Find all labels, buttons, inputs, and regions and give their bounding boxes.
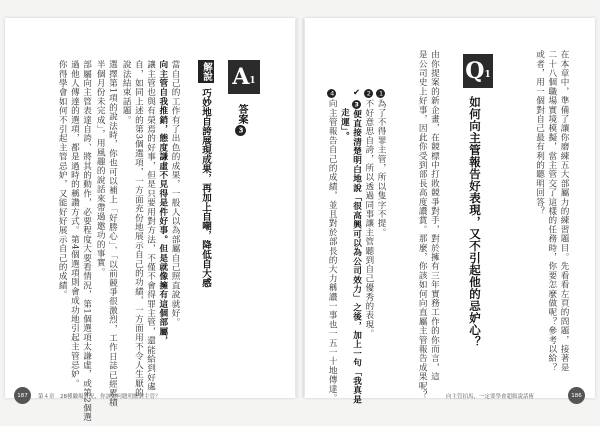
explanation-line: 自，如同上述的第3個選項，一方面充份地展示自己的功績，一方面用不令人生厭的 — [133, 60, 144, 398]
explanation-line: 說法結束話題。 — [121, 60, 132, 125]
explanation-line: 過他人傳達的選項，都是過時的稱讚方式。第4個選項則會成功地引起主管忌妒。 — [69, 60, 80, 389]
explanation-paragraph-3 — [56, 60, 93, 422]
option-1 — [375, 88, 387, 404]
explanation-tag — [198, 60, 214, 83]
left-page-number: 187 — [14, 387, 31, 404]
right-page-number: 186 — [568, 387, 585, 404]
explanation-body — [120, 60, 181, 397]
question-body-line: 由你提案的新企畫，在競標中打敗競爭對手，對於擁有三年實務工作的你而言，這 — [429, 50, 440, 382]
explanation-tag-text: 解說 — [198, 60, 214, 83]
option-text: 不好意思自誇，所以透過同事讓主管聽到自己優秀的表現。 — [363, 99, 374, 339]
intro-line: 或者，用一個對自己最有利的聽明回答？ — [534, 50, 545, 216]
answer-number: 3 — [235, 125, 246, 136]
check-mark-icon: ✔ — [351, 88, 362, 99]
question-body-line: 是公司史上好事，因此你受到部長高度讚賞。那麼，你該如何向直屬主管報告成果呢？ — [417, 50, 428, 400]
answer-label — [234, 104, 249, 137]
explanation-paragraph-2 — [94, 60, 118, 407]
explanation-line: 你得學會如何不引起主管忌妒，又能好好展示自己的成績。 — [57, 60, 68, 300]
intro-line: 在本章中，準備了讓你磨練五大部屬力的練習題目。先看看左頁的問題，接著是 — [559, 50, 569, 372]
answer-badge-letter: A — [232, 64, 250, 90]
options-list — [326, 88, 387, 404]
option-number: 1 — [376, 89, 385, 98]
option-text: 便直接清楚明白地說「很高興可以為公司效力」之後，加上一句「我真是 — [351, 109, 362, 405]
option-3-continued: 走運」。 — [339, 108, 350, 141]
option-number: 4 — [327, 89, 336, 98]
question-title: 如何向主管報告好表現，又不引起他的忌妒心？ — [468, 96, 482, 348]
intro-text — [533, 50, 570, 372]
option-4 — [326, 88, 338, 404]
option-number: 3 — [352, 100, 361, 109]
option-2 — [363, 88, 375, 404]
book-gutter — [296, 18, 304, 398]
answer-badge-number: 1 — [249, 76, 256, 86]
explanation-line: 部屬向主管表達自誇、將其的動作，必要程度大要看情況，第1個選項太謙虛，或第2個選 — [81, 60, 92, 422]
explanation-line: 向主管自我推銷，態度謙虛不見得是件好事。但是就像擁有這個部屬， — [157, 60, 168, 346]
explanation-line: 選擇第1項的說法時，你也可以補上「好勝心」、「以前競爭很激烈，工作日誌已經累積 — [107, 60, 118, 408]
option-number: 2 — [364, 89, 373, 98]
question-badge-number: 1 — [484, 70, 491, 80]
right-page-footer: 向主管拍馬，一定要學會超級說話術 — [446, 394, 535, 400]
explanation-line: 當自己的工作有了出色的成果，一般人以為部屬自己照直說就好。 — [170, 60, 181, 327]
explanation-headline: 巧妙地自誇展現成果，再加上自嘲，降低自大感 — [200, 88, 211, 288]
question-body — [416, 50, 440, 400]
left-page-footer: 第４章 28種職場實況，你該如何聰明應對主管？ — [38, 394, 161, 400]
explanation-line: 半個月份未完成」，用風趣的說話來帶過邀功的事實。 — [95, 60, 106, 277]
option-3 — [350, 88, 362, 404]
option-text: 向主管報告自己的成績，並且對於部長的大力稱讚一事也一五一十地傳達。 — [327, 99, 338, 403]
option-text: 為了不得罪主管，所以隻字不提。 — [376, 99, 387, 237]
answer-label-text: 答案 — [236, 104, 247, 124]
explanation-line: 讓主管也與有榮焉的好事，但是只要用對方法，不僅不會得罪主管，還能給到好處 — [145, 60, 156, 392]
intro-line: 二十八個職場實境模擬，當主管交了這樣的任務時，你要怎麼做呢？參考以給？ — [546, 50, 557, 372]
question-badge-letter: Q — [465, 58, 485, 84]
answer-badge — [228, 60, 260, 94]
question-badge — [463, 54, 493, 88]
